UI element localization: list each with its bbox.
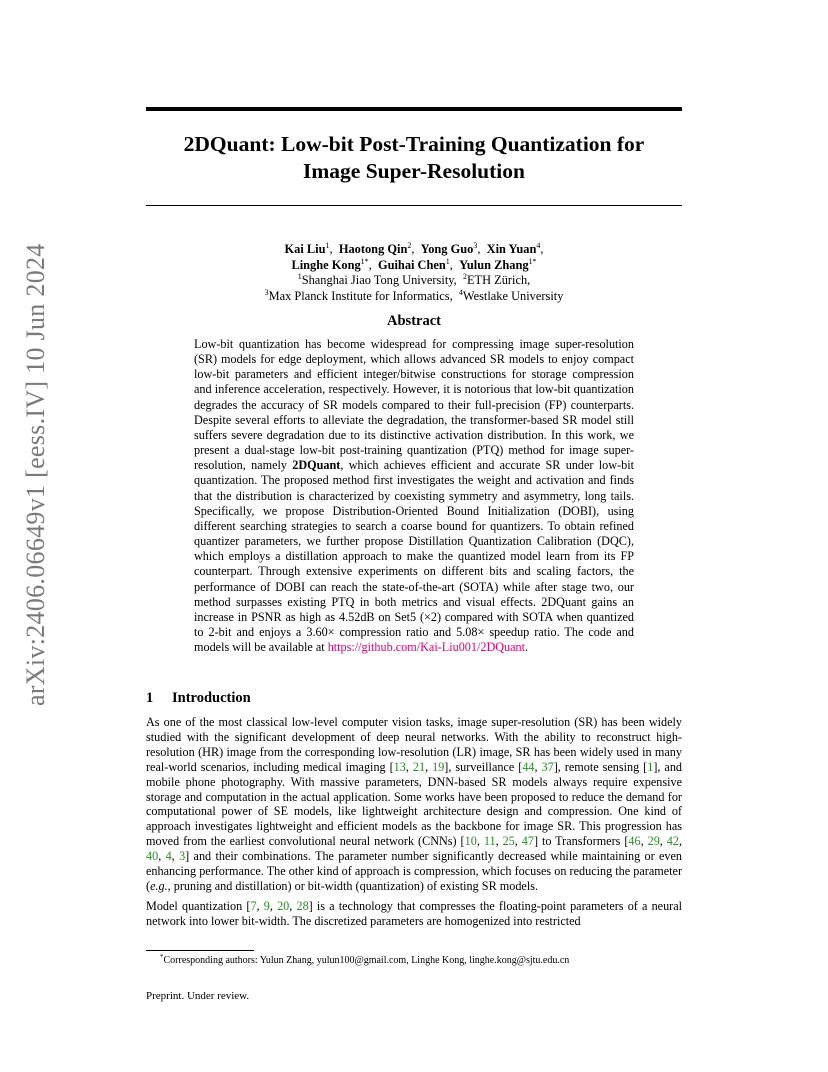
- affiliation-mark: 3: [264, 287, 269, 297]
- affiliation: ETH Zürich,: [466, 273, 531, 287]
- affiliation-line-2: [146, 289, 682, 305]
- citation-link[interactable]: 21: [412, 759, 426, 774]
- footnote-text: Corresponding authors: Yulun Zhang, yulun100@gmail.com, Linghe Kong, linghe.kong@sjtu.edu.cn: [163, 955, 570, 966]
- author-name: Yulun Zhang: [459, 257, 529, 272]
- citation-link[interactable]: 46: [628, 834, 641, 849]
- author-affiliation-mark: 2: [407, 241, 412, 250]
- footnote-mark: *: [160, 953, 164, 961]
- title-line-1: 2DQuant: Low-bit Post-Training Quantization for: [183, 132, 645, 156]
- citation-link[interactable]: 10: [464, 834, 477, 849]
- author-name: Guihai Chen: [377, 257, 446, 272]
- section-number: 1: [146, 690, 154, 706]
- citation-link[interactable]: 37: [541, 759, 554, 774]
- citation-link[interactable]: 25: [502, 834, 515, 849]
- abstract-part: .: [525, 640, 529, 655]
- section-title: Introduction: [172, 690, 251, 706]
- citation-link[interactable]: 4: [165, 849, 172, 864]
- citation-link[interactable]: 13: [393, 759, 406, 774]
- author-block: [146, 242, 682, 304]
- citation-link[interactable]: 44: [522, 759, 535, 774]
- abstract-part: Low-bit quantization has become widespread for compressing image super-resolution (SR) models for edge deployment, which allows advanced SR models to enjoy compact low-bit parameters and efficient integer/bitwise constructions for storage compression and inference acceleration, respectively. However, it is notorious that low-bit quantization degrades the accuracy of SR models compared to their full-precision (FP) counterparts. Despite several efforts to alleviate the degradation, the transformer-based SR model still suffers severe degradation due to its distinctive activation distribution. In this work, we present a dual-stage low-bit post-training quantization (PTQ) method for image super-resolution, namely: [194, 337, 634, 473]
- affiliation: Shanghai Jiao Tong University,: [301, 273, 457, 287]
- author-affiliation-mark: 1*: [360, 256, 369, 266]
- citation-link[interactable]: 11: [483, 834, 496, 849]
- code-link[interactable]: https://github.com/Kai-Liu001/2DQuant: [327, 640, 526, 655]
- author-line-2: Linghe Kong$^{1*}$, Guihai Chen$^1$, Yulun Zhang$^{1*}$: [291, 256, 537, 272]
- title-line-2: Image Super-Resolution: [303, 159, 525, 183]
- author-name: Kai Liu: [284, 242, 326, 256]
- paragraph: Model quantization [7, 9, 20, 28] is a technology that compresses the floating-point parameters of a neural network into lower bit-width. The discretized parameters are homogenized into restricted: [146, 898, 683, 928]
- citation-link[interactable]: 42: [666, 834, 679, 849]
- citation-link[interactable]: 1: [647, 759, 654, 774]
- method-name: 2DQuant: [292, 458, 341, 473]
- author-affiliation-mark: 1: [325, 241, 330, 250]
- author-affiliation-mark: 4: [536, 241, 541, 250]
- title-bottom-rule: [146, 205, 682, 206]
- citation-link[interactable]: 19: [432, 759, 445, 774]
- citation-link[interactable]: 7: [250, 898, 257, 913]
- author-name: Linghe Kong: [291, 257, 361, 272]
- author-affiliation-mark: 3: [473, 241, 478, 250]
- citation-link[interactable]: 20: [277, 898, 290, 913]
- arxiv-identifier: arXiv:2406.06649v1 [eess.IV] 10 Jun 2024: [21, 243, 50, 707]
- affiliation-line-1: [146, 273, 682, 289]
- citation-link[interactable]: 40: [146, 849, 159, 864]
- paragraph: As one of the most classical low-level computer vision tasks, image super-resolution (SR) has been widely studied with the significant development of deep neural networks. With the ability to reconstruct high-resolution (HR) image from the corresponding low-resolution (LR) image, SR has been widely used in many real-world scenarios, including medical imaging [13, 21, 19], surveillance [44, 37], remote sensing [1], and mobile phone photography. With massive parameters, DNN-based SR models always require expensive storage and computation in the actual application. Some works have been proposed to reduce the demand for computational power of SE models, like lightweight architecture design and compression. One kind of approach investigates lightweight and efficient models as the backbone for image SR. This progression has moved from the earliest convolutional neural network (CNNs) [10, 11, 25, 47] to Transformers [46, 29, 42, 40, 4, 3] and their combinations. The parameter number significantly decreased while maintaining or even enhancing performance. The other kind of approach is compression, which focuses on reducing the parameter (e.g., pruning and distillation) or bit-width (quantization) of existing SR models.: [146, 715, 683, 893]
- section-heading: [146, 690, 682, 707]
- abstract-heading: Abstract: [387, 313, 441, 329]
- citation-link[interactable]: 3: [179, 849, 186, 864]
- abstract-text: [194, 337, 634, 655]
- footnote: [160, 954, 682, 967]
- abstract-part: , which achieves efficient and accurate SR under low-bit quantization. The proposed method first investigates the weight and activation and finds that the distribution is characterized by coexisting symmetry and asymmetry, long tails. Specifically, we propose Distribution-Oriented Bound Initialization (DOBI), using different searching strategies to search a coarse bound for quantizers. To obtain refined quantizer parameters, we further propose Distillation Quantization Calibration (DQC), which employs a distillation approach to make the quantized model learn from its FP counterpart. Through extensive experiments on different bits and scaling factors, the performance of DOBI can reach the state-of-the-art (SOTA) while after stage two, our method surpasses existing PTQ in both metrics and visual effects. 2DQuant gains an increase in PSNR as high as 4.52dB on Set5 (×2) compared with SOTA when quantized to 2-bit and enjoys a 3.60× compression ratio and 5.08× speedup ratio. The code and models will be available at: [194, 458, 634, 655]
- citation-link[interactable]: 47: [521, 834, 534, 849]
- author-affiliation-mark: 1*: [528, 256, 537, 266]
- affiliation-mark: 1: [297, 272, 302, 281]
- author-name: Yong Guo: [420, 242, 474, 256]
- author-name: Haotong Qin: [338, 242, 408, 256]
- author-line-1: Kai Liu$^1$, Haotong Qin$^2$, Yong Guo$^3$, Xin Yuan$^4$,: [284, 241, 544, 256]
- citation-link[interactable]: 28: [296, 898, 309, 913]
- preprint-notice: Preprint. Under review.: [146, 990, 250, 1002]
- affiliation-mark: 2: [462, 272, 467, 281]
- author-affiliation-mark: 1: [445, 256, 450, 266]
- citation-link[interactable]: 9: [263, 898, 270, 913]
- affiliation-mark: 4: [458, 287, 463, 297]
- title-top-rule: [146, 107, 682, 111]
- author-name: Xin Yuan: [486, 242, 537, 256]
- footnote-rule: [146, 950, 254, 951]
- paper-title: [146, 131, 682, 185]
- section-body: [146, 715, 682, 934]
- affiliation: Westlake University: [462, 288, 564, 303]
- affiliation: Max Planck Institute for Informatics,: [268, 288, 453, 303]
- citation-link[interactable]: 29: [647, 834, 660, 849]
